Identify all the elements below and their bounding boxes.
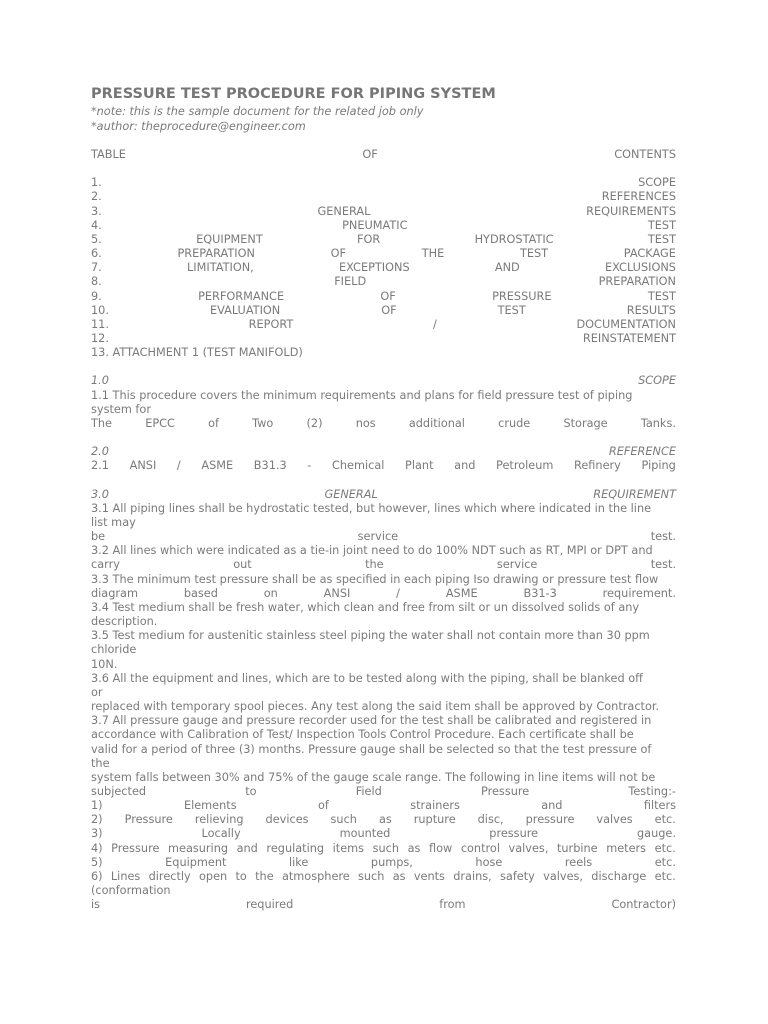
word: EXCEPTIONS: [339, 261, 410, 275]
word: TEST: [497, 303, 526, 317]
toc-item: [91, 205, 676, 219]
word: gauge.: [637, 827, 676, 841]
word: directly: [148, 869, 191, 883]
word: FOR: [357, 232, 381, 246]
paragraph-line: [91, 587, 676, 601]
word: Chemical: [332, 459, 385, 473]
word: REQUIREMENTS: [586, 204, 676, 218]
word: test.: [650, 558, 676, 572]
word: DOCUMENTATION: [576, 317, 676, 331]
paragraph-line: [91, 827, 676, 841]
word: and: [541, 799, 563, 813]
word: OF: [380, 289, 396, 303]
word: PACKAGE: [623, 247, 676, 261]
paragraph-line: description.: [91, 615, 158, 629]
document-title: PRESSURE TEST PROCEDURE FOR PIPING SYSTEM: [91, 86, 496, 102]
table-of-contents: [91, 176, 676, 346]
word: the: [365, 558, 384, 572]
word: REINSTATEMENT: [582, 332, 676, 346]
word: Plant: [405, 459, 434, 473]
word: rupture: [413, 813, 456, 827]
word: 6): [91, 869, 103, 883]
word: items: [332, 841, 365, 855]
paragraph-line: (conformation: [91, 884, 171, 898]
word: pressure: [525, 813, 575, 827]
paragraph-line: 3.3 The minimum test pressure shall be as specified in each piping Iso drawing or pressure test flow: [91, 572, 659, 586]
section-heading: [91, 445, 676, 459]
word: SCOPE: [638, 176, 676, 190]
paragraph-line: [91, 799, 676, 813]
section-reference: [91, 445, 676, 473]
document-note: *note: this is the sample document for the related job only: [91, 105, 424, 118]
word: B31-3: [523, 586, 557, 600]
word: 8.: [91, 275, 102, 289]
word: meters: [606, 841, 647, 855]
toc-item: [91, 318, 676, 332]
paragraph-line: 3.5 Test medium for austenitic stainless steel piping the water shall not contain more than 30 ppm: [91, 629, 650, 643]
word: ANSI: [129, 459, 157, 473]
word: is: [91, 898, 101, 912]
word: OF: [330, 247, 347, 261]
toc-header-word: OF: [362, 148, 378, 161]
word: 3.0: [91, 487, 109, 501]
word: filters: [643, 799, 676, 813]
toc-header-word: TABLE: [91, 148, 126, 161]
word: valves: [596, 813, 633, 827]
word: 5.: [91, 232, 102, 246]
word: test.: [650, 530, 676, 544]
word: 4): [91, 841, 103, 855]
word: Pressure: [111, 841, 160, 855]
word: Testing:-: [628, 784, 676, 798]
word: like: [289, 855, 309, 869]
toc-item: [91, 261, 676, 275]
section-scope: [91, 374, 676, 431]
word: GENERAL: [317, 204, 371, 218]
word: 3): [91, 827, 103, 841]
word: /: [176, 459, 181, 473]
word: EPCC: [145, 416, 175, 430]
word: Contractor): [611, 898, 676, 912]
word: subjected: [91, 784, 147, 798]
word: such: [330, 813, 357, 827]
word: ASME: [445, 586, 478, 600]
word: EXCLUSIONS: [605, 261, 676, 275]
paragraph-line: chloride: [91, 643, 137, 657]
toc-item: [91, 247, 676, 261]
word: REFERENCE: [608, 445, 676, 459]
word: out: [233, 558, 252, 572]
word: OF: [381, 303, 397, 317]
paragraph-line: 3.2 All lines which were indicated as a tie-in joint need to do 100% NDT such as RT, MPI or DPT and: [91, 544, 653, 558]
word: 5): [91, 855, 103, 869]
word: the: [255, 869, 274, 883]
word: 3.: [91, 204, 102, 218]
word: discharge: [591, 869, 647, 883]
word: /: [432, 317, 437, 331]
paragraph-line: [91, 813, 676, 827]
word: FIELD: [334, 275, 367, 289]
word: (2): [306, 416, 323, 430]
word: service: [496, 558, 538, 572]
paragraph-line: 3.1 All piping lines shall be hydrostatic tested, but however, lines which where indicated in the line: [91, 501, 652, 515]
word: strainers: [410, 799, 460, 813]
word: control: [460, 841, 500, 855]
word: atmosphere: [281, 869, 350, 883]
toc-item: [91, 275, 676, 289]
paragraph-line: 1.1 This procedure covers the minimum requirements and plans for field pressure test of piping: [91, 388, 633, 402]
word: 1.: [91, 176, 102, 190]
word: PERFORMANCE: [198, 289, 285, 303]
word: SCOPE: [638, 374, 676, 388]
word: 2.: [91, 190, 102, 204]
word: as: [407, 841, 421, 855]
word: Piping: [641, 459, 676, 473]
word: relieving: [194, 813, 244, 827]
paragraph-line: [91, 530, 676, 544]
word: HYDROSTATIC: [474, 232, 554, 246]
word: 10.: [91, 303, 109, 317]
word: carry: [91, 558, 120, 572]
toc-item: [91, 290, 676, 304]
word: to: [245, 784, 257, 798]
word: 1): [91, 799, 103, 813]
word: 4.: [91, 218, 102, 232]
section-heading: [91, 488, 676, 502]
word: PREPARATION: [177, 247, 255, 261]
word: 7.: [91, 261, 102, 275]
word: REPORT: [248, 317, 294, 331]
word: disc,: [477, 813, 504, 827]
paragraph-line: system falls between 30% and 75% of the gauge scale range. The following in line items will not be: [91, 770, 656, 784]
word: Field: [355, 784, 382, 798]
word: as: [378, 813, 392, 827]
toc-item: [91, 332, 676, 346]
word: Elements: [183, 799, 237, 813]
word: measuring: [167, 841, 229, 855]
word: TEST: [647, 218, 676, 232]
document-body: [91, 84, 676, 912]
paragraph-line: 10N.: [91, 657, 118, 671]
paragraph-line: [91, 785, 676, 799]
word: diagram: [91, 586, 138, 600]
word: pumps,: [370, 855, 413, 869]
paragraph-line: [91, 870, 676, 884]
word: Pressure: [124, 813, 173, 827]
paragraph-line: [91, 558, 676, 572]
word: etc.: [654, 813, 676, 827]
word: based: [183, 586, 218, 600]
paragraph-line: list may: [91, 516, 136, 529]
word: EQUIPMENT: [196, 232, 263, 246]
toc-item: [91, 233, 676, 247]
toc-item: [91, 219, 676, 233]
word: reels: [564, 855, 593, 869]
word: PNEUMATIC: [342, 218, 408, 232]
word: REFERENCES: [601, 190, 676, 204]
paragraph-line: [91, 459, 676, 473]
word: such: [372, 841, 400, 855]
paragraph-line: [91, 417, 676, 431]
word: regulating: [266, 841, 325, 855]
word: required: [245, 898, 294, 912]
word: requirement.: [602, 586, 676, 600]
word: PREPARATION: [598, 275, 676, 289]
paragraph-line: system for: [91, 402, 151, 416]
word: flow: [428, 841, 453, 855]
word: of: [208, 416, 219, 430]
word: 2.1: [91, 459, 109, 473]
word: to: [235, 869, 247, 883]
word: Tanks.: [640, 416, 676, 430]
word: be: [91, 530, 106, 544]
paragraph-line: [91, 856, 676, 870]
toc-item: [91, 176, 676, 190]
paragraph-line: [91, 842, 676, 856]
word: valves,: [543, 869, 584, 883]
paragraph-line: the: [91, 756, 110, 770]
word: LIMITATION,: [187, 261, 254, 275]
toc-item: [91, 304, 676, 318]
word: THE: [421, 247, 445, 261]
word: /: [396, 586, 400, 600]
section-heading: [91, 374, 676, 388]
word: crude: [498, 416, 531, 430]
section-general-requirement: [91, 488, 676, 913]
word: drains,: [453, 869, 492, 883]
paragraph-line: accordance with Calibration of Test/ Inspection Tools Control Procedure. Each certificate shall be: [91, 728, 634, 742]
word: 11.: [91, 317, 109, 331]
toc-header: [91, 148, 676, 162]
word: safety: [500, 869, 535, 883]
paragraph-line: 3.4 Test medium shall be fresh water, which clean and free from silt or un dissolved solids of any: [91, 600, 640, 614]
word: valves,: [508, 841, 549, 855]
paragraph-line: 3.6 All the equipment and lines, which are to be tested along with the piping, shall be blanked off: [91, 671, 643, 685]
toc-item: 13. ATTACHMENT 1 (TEST MANIFOLD): [91, 346, 303, 360]
word: open: [199, 869, 228, 883]
word: from: [439, 898, 466, 912]
word: The: [91, 416, 113, 430]
document-author: *author: theprocedure@engineer.com: [91, 120, 306, 133]
word: Pressure: [480, 784, 530, 798]
word: devices: [265, 813, 309, 827]
word: 2.0: [91, 445, 109, 459]
toc-header-word: CONTENTS: [614, 148, 676, 161]
paragraph-line: valid for a period of three (3) months. Pressure gauge shall be selected so that the test pressure of: [91, 742, 652, 756]
word: B31.3: [253, 459, 287, 473]
word: ANSI: [323, 586, 351, 600]
word: Equipment: [165, 855, 227, 869]
word: TEST: [647, 232, 676, 246]
toc-item: [91, 190, 676, 204]
word: 6.: [91, 247, 102, 261]
word: Locally: [201, 827, 241, 841]
word: pressure: [489, 827, 539, 841]
paragraph-line: or: [91, 685, 103, 699]
word: PRESSURE: [492, 289, 552, 303]
word: as: [392, 869, 406, 883]
word: etc.: [654, 855, 676, 869]
word: REQUIREMENT: [593, 487, 676, 501]
word: 9.: [91, 289, 102, 303]
word: mounted: [339, 827, 391, 841]
word: EVALUATION: [209, 303, 281, 317]
word: of: [317, 799, 329, 813]
word: etc.: [654, 869, 676, 883]
word: AND: [494, 261, 520, 275]
word: RESULTS: [626, 303, 676, 317]
word: TEST: [647, 289, 676, 303]
word: 1.0: [91, 374, 109, 388]
word: turbine: [556, 841, 598, 855]
paragraph-line: replaced with temporary spool pieces. Any test along the said item shall be approved by Contractor.: [91, 700, 660, 714]
word: Storage: [563, 416, 608, 430]
word: 2): [91, 813, 103, 827]
word: ASME: [201, 459, 234, 473]
word: and: [236, 841, 258, 855]
word: Refinery: [574, 459, 621, 473]
word: Petroleum: [496, 459, 554, 473]
word: -: [307, 459, 312, 473]
word: 12.: [91, 332, 109, 346]
word: nos: [355, 416, 376, 430]
word: service: [357, 530, 399, 544]
word: on: [263, 586, 278, 600]
word: Lines: [110, 869, 141, 883]
word: and: [454, 459, 476, 473]
word: etc.: [654, 841, 676, 855]
paragraph-line: [91, 898, 676, 912]
word: Two: [252, 416, 274, 430]
word: such: [358, 869, 385, 883]
word: TEST: [519, 247, 549, 261]
paragraph-line: 3.7 All pressure gauge and pressure recorder used for the test shall be calibrated and registered in: [91, 714, 652, 728]
word: additional: [408, 416, 465, 430]
word: GENERAL: [324, 487, 378, 501]
word: hose: [475, 855, 503, 869]
word: vents: [413, 869, 445, 883]
